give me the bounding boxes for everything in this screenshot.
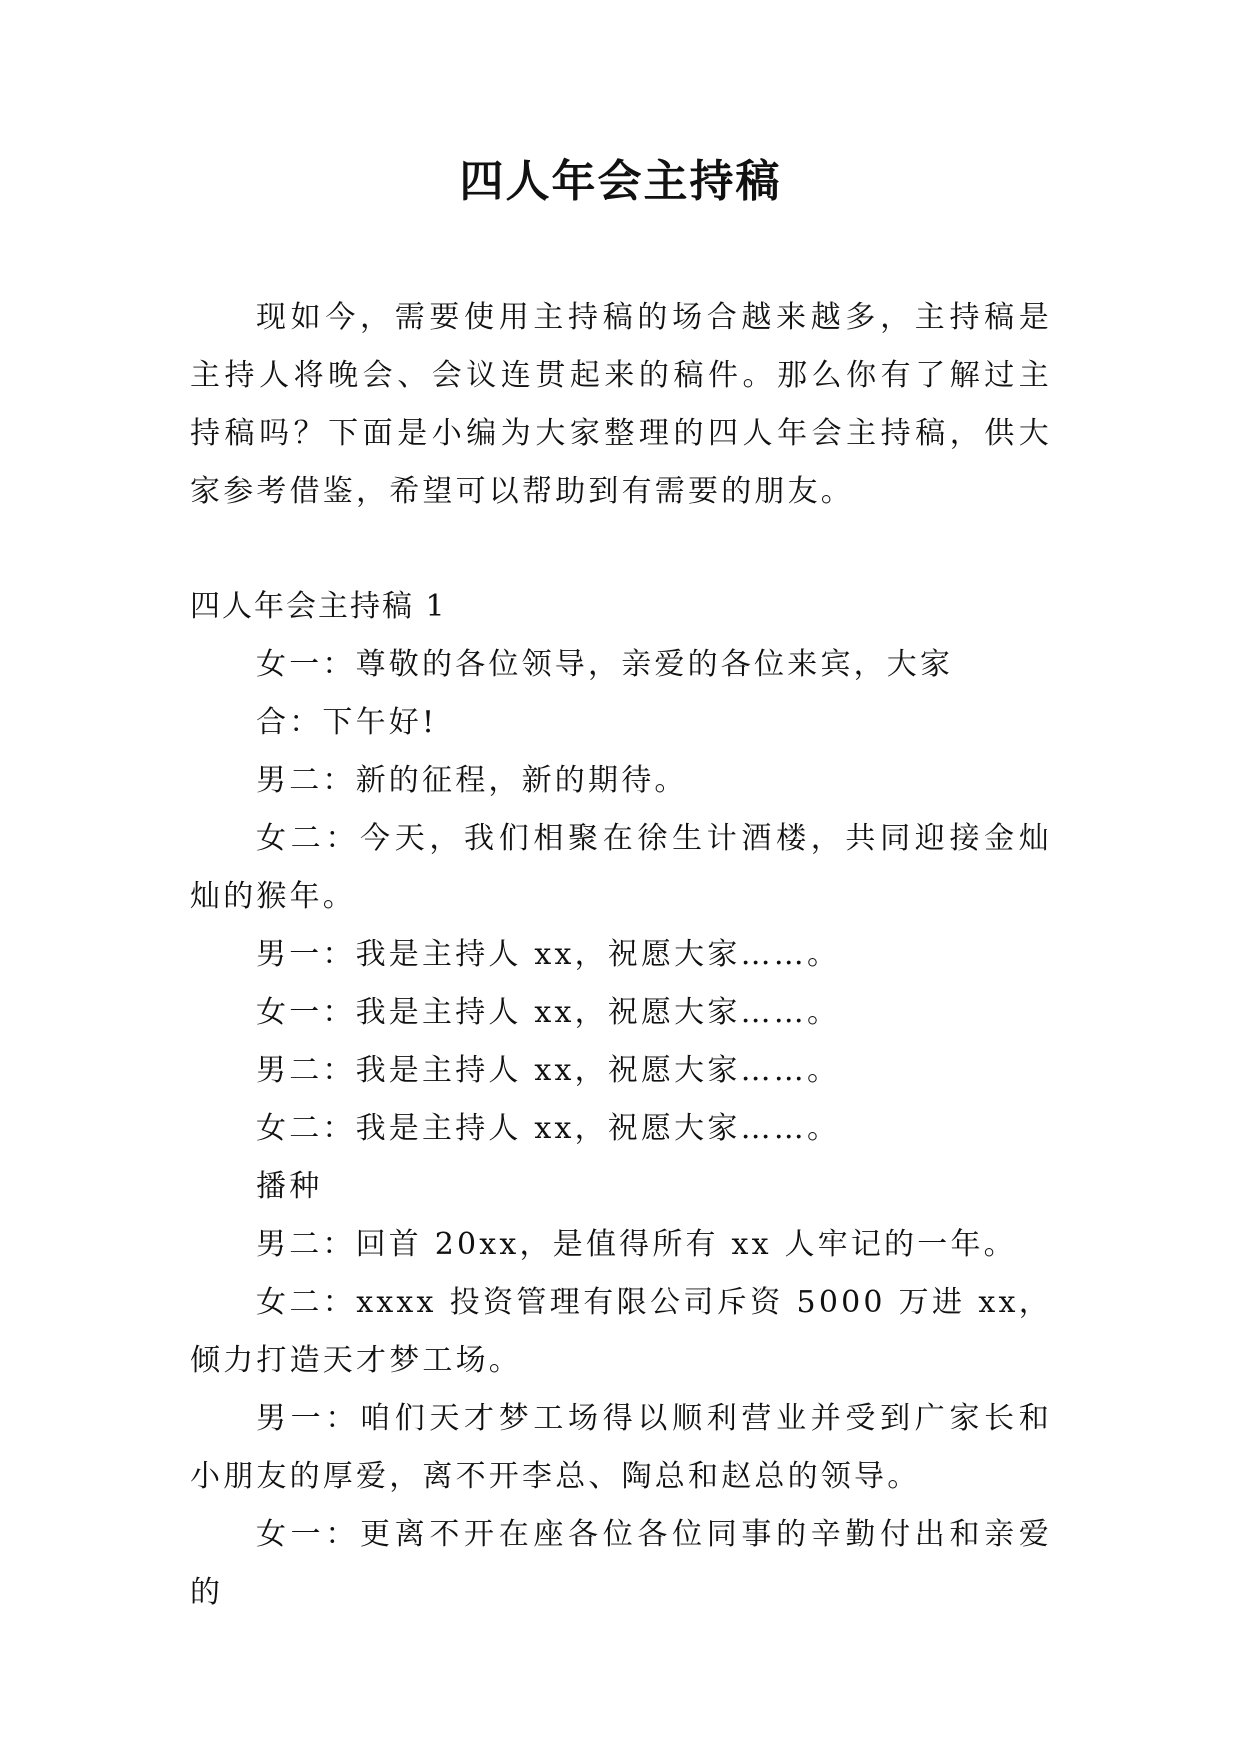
script-body [190, 636, 1052, 1622]
script-line: 女一：我是主持人 xx，祝愿大家……。 [256, 995, 841, 1030]
script-line: 女二：今天，我们相聚在徐生计酒楼，共同迎接金灿灿的猴年。 [190, 821, 1052, 914]
script-line: 女二：xxxx 投资管理有限公司斥资 5000 万进 xx，倾力打造天才梦工场。 [190, 1285, 1052, 1378]
script-line: 男一：我是主持人 xx，祝愿大家……。 [256, 937, 841, 972]
intro-paragraph: 现如今，需要使用主持稿的场合越来越多，主持稿是主持人将晚会、会议连贯起来的稿件。那么你有了解过主持稿吗？下面是小编为大家整理的四人年会主持稿，供大家参考借鉴，希望可以帮助到有需要的朋友。 [190, 300, 1052, 509]
script-line: 女一：尊敬的各位领导，亲爱的各位来宾，大家 [256, 647, 954, 682]
script-line: 男二：我是主持人 xx，祝愿大家……。 [256, 1053, 841, 1088]
script-line: 男一：咱们天才梦工场得以顺利营业并受到广家长和小朋友的厚爱，离不开李总、陶总和赵总的领导。 [190, 1401, 1052, 1494]
script-line: 女二：我是主持人 xx，祝愿大家……。 [256, 1111, 841, 1146]
document-title: 四人年会主持稿 [459, 156, 782, 207]
script-line: 播种 [256, 1169, 323, 1204]
script-line: 男二：新的征程，新的期待。 [256, 763, 688, 798]
section-heading: 四人年会主持稿 1 [190, 589, 447, 624]
script-line: 男二：回首 20xx，是值得所有 xx 人牢记的一年。 [256, 1227, 1017, 1262]
script-line: 女一：更离不开在座各位各位同事的辛勤付出和亲爱的 [190, 1517, 1052, 1610]
script-line: 合：下午好! [256, 705, 438, 740]
